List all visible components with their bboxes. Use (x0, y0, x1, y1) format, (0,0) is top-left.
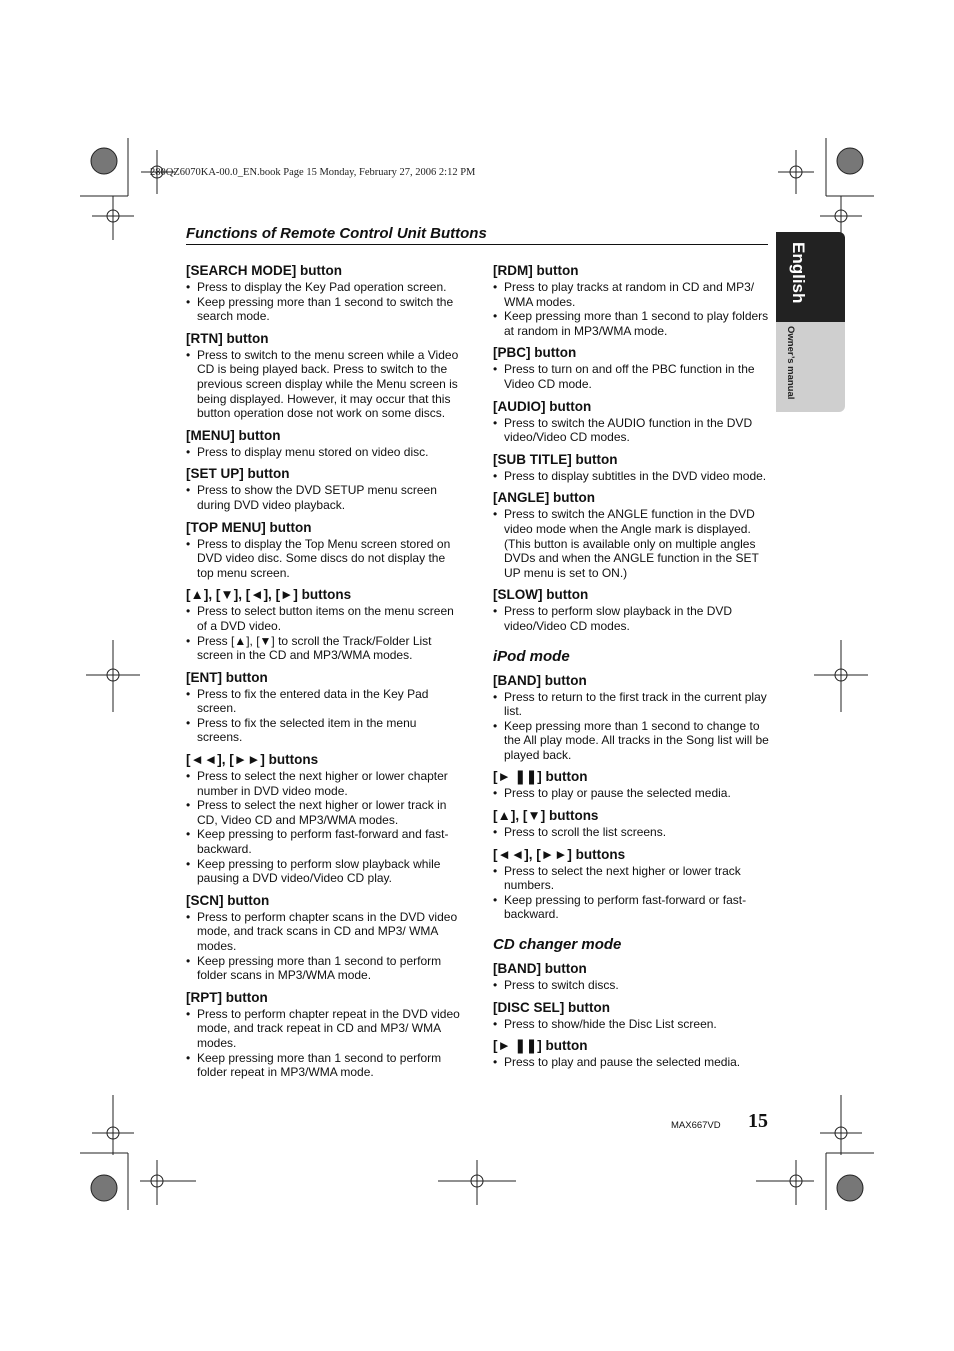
button-title: [MENU] button (186, 427, 281, 443)
bullet-item: • Keep pressing more than 1 second to switch the search mode. (186, 295, 464, 324)
button-description (493, 262, 771, 338)
button-title: [SCN] button (186, 892, 270, 908)
button-title: [SEARCH MODE] button (186, 263, 342, 278)
bullet-list (186, 604, 464, 662)
bullet-item: • Press to switch the AUDIO function in the DVD video/Video CD modes. (493, 416, 771, 445)
bullet-list (186, 280, 464, 324)
bullet-item: • Press to return to the first track in the current play list. (493, 690, 771, 719)
button-description (493, 999, 771, 1032)
bullet-list (186, 910, 464, 983)
bullet-item: • Press to select button items on the menu screen of a DVD video. (186, 604, 464, 633)
button-description (186, 262, 464, 324)
bullet-list (493, 280, 771, 338)
bullet-list (493, 507, 771, 580)
button-description (493, 344, 771, 391)
bullet-list (186, 537, 464, 581)
button-title: [DISC SEL] button (493, 999, 610, 1015)
button-title: [PBC] button (493, 345, 577, 361)
bullet-item: • Press to display the Top Menu screen stored on DVD video disc. Some discs do not display the top menu screen. (186, 537, 464, 581)
button-title: [▲], [▼] buttons (493, 808, 599, 824)
bullet-list (493, 978, 771, 993)
bullet-list (186, 445, 464, 460)
bullet-item: • Press to switch discs. (493, 978, 771, 993)
bullet-item: • Keep pressing more than 1 second to perform folder repeat in MP3/WMA mode. (186, 1051, 464, 1080)
bullet-item: • Press to select the next higher or lower track numbers. (493, 864, 771, 893)
bullet-list (186, 687, 464, 745)
bullet-item: • Keep pressing to perform fast-forward or fast- backward. (493, 893, 771, 922)
tab-language-label: English (789, 242, 808, 304)
bullet-item: • Keep pressing to perform slow playback while pausing a DVD video/Video CD play. (186, 857, 464, 886)
button-description (186, 669, 464, 745)
bullet-item: • Press [▲], [▼] to scroll the Track/Folder List screen in the CD and MP3/WMA modes. (186, 634, 464, 663)
bullet-list (493, 690, 771, 763)
bullet-item: • Press to perform chapter scans in the DVD video mode, and track scans in CD and MP3/ WMA modes. (186, 910, 464, 954)
bullet-list (186, 348, 464, 421)
bullet-list (493, 1055, 771, 1070)
button-description (493, 768, 771, 801)
page-number: 15 (748, 1110, 768, 1132)
tab-manual-label: Owner’s manual (785, 326, 796, 400)
bullet-item: • Press to turn on and off the PBC function in the Video CD mode. (493, 362, 771, 391)
button-title: [SUB TITLE] button (493, 451, 618, 467)
tab-dark-block (776, 232, 845, 322)
bullet-item: • Press to display menu stored on video disc. (186, 445, 464, 460)
bullet-list (493, 1017, 771, 1032)
bullet-list (186, 483, 464, 512)
bullet-item: • Keep pressing more than 1 second to play folders at random in MP3/WMA mode. (493, 309, 771, 338)
button-title: [RDM] button (493, 263, 579, 278)
button-title: [▲], [▼], [◄], [►] buttons (186, 587, 352, 603)
button-description (493, 672, 771, 763)
bullet-list (493, 469, 771, 484)
bullet-item: • Press to select the next higher or lower track in CD, Video CD and MP3/WMA modes. (186, 798, 464, 827)
bullet-list (493, 825, 771, 840)
bullet-item: • Press to display subtitles in the DVD video mode. (493, 469, 771, 484)
button-title: [TOP MENU] button (186, 519, 312, 535)
button-title: [SET UP] button (186, 466, 290, 482)
button-description (493, 489, 771, 580)
bullet-item: • Press to show the DVD SETUP menu screen during DVD video playback. (186, 483, 464, 512)
button-description (493, 451, 771, 484)
bullet-item: • Press to scroll the list screens. (493, 825, 771, 840)
bullet-list (493, 864, 771, 922)
button-title: [BAND] button (493, 961, 587, 977)
bullet-list (493, 786, 771, 801)
button-description (493, 1037, 771, 1070)
bullet-item: • Press to perform slow playback in the DVD video/Video CD modes. (493, 604, 771, 633)
bullet-list (493, 604, 771, 633)
section-title: Functions of Remote Control Unit Buttons (186, 225, 768, 245)
bullet-list (186, 769, 464, 886)
button-description (186, 427, 464, 460)
button-title: [BAND] button (493, 672, 587, 688)
bullet-item: • Keep pressing more than 1 second to perform folder scans in MP3/WMA mode. (186, 954, 464, 983)
button-description (493, 807, 771, 840)
bullet-item: • Press to switch to the menu screen while a Video CD is being played back. Press to switch to the previous screen display while the Menu screen is being displayed. However, it may occur that this button operation dose not work on some discs. (186, 348, 464, 421)
button-title: [ANGLE] button (493, 490, 595, 506)
button-title: [◄◄], [►►] buttons (186, 752, 319, 768)
button-title: [► ❚❚] button (493, 1038, 588, 1054)
bullet-item: • Press to play tracks at random in CD and MP3/ WMA modes. (493, 280, 771, 309)
bullet-list (186, 1007, 464, 1080)
bullet-item: • Keep pressing to perform fast-forward and fast-backward. (186, 827, 464, 856)
right-column (493, 262, 771, 1076)
model-number: MAX667VD (671, 1120, 721, 1131)
button-title: [◄◄], [►►] buttons (493, 846, 626, 862)
bullet-item: • Press to select the next higher or lower chapter number in DVD video mode. (186, 769, 464, 798)
bullet-item: • Press to show/hide the Disc List screen. (493, 1017, 771, 1032)
cd-changer-mode-title: CD changer mode (493, 936, 622, 954)
button-description (186, 892, 464, 983)
button-description (493, 960, 771, 993)
button-description (186, 465, 464, 512)
button-title: [ENT] button (186, 669, 268, 685)
button-description (186, 751, 464, 886)
button-title: [AUDIO] button (493, 398, 592, 414)
bullet-item: • Press to perform chapter repeat in the DVD video mode, and track repeat in CD and MP3/ WMA modes. (186, 1007, 464, 1051)
button-description (186, 519, 464, 581)
button-description (186, 989, 464, 1080)
button-title: [► ❚❚] button (493, 769, 588, 785)
bullet-item: • Press to display the Key Pad operation screen. (186, 280, 464, 295)
language-side-tab (776, 232, 845, 412)
bullet-item: • Press to fix the selected item in the menu screens. (186, 716, 464, 745)
bullet-item: • Keep pressing more than 1 second to change to the All play mode. All tracks in the Song list will be played back. (493, 719, 771, 763)
ipod-mode-title: iPod mode (493, 647, 570, 665)
button-title: [RTN] button (186, 330, 269, 346)
button-description (493, 398, 771, 445)
button-title: [SLOW] button (493, 587, 589, 603)
button-description (186, 586, 464, 662)
bullet-item: • Press to fix the entered data in the Key Pad screen. (186, 687, 464, 716)
button-title: [RPT] button (186, 989, 268, 1005)
bullet-item: • Press to play or pause the selected media. (493, 786, 771, 801)
print-header: 280QZ6070KA-00.0_EN.book Page 15 Monday, February 27, 2006 2:12 PM (150, 167, 476, 178)
button-description (493, 586, 771, 633)
bullet-list (493, 362, 771, 391)
bullet-list (493, 416, 771, 445)
button-description (186, 330, 464, 421)
button-description (493, 846, 771, 922)
bullet-item: • Press to play and pause the selected media. (493, 1055, 771, 1070)
left-column (186, 262, 464, 1086)
bullet-item: • Press to switch the ANGLE function in the DVD video mode when the Angle mark is displayed. (This button is available only on multiple angles DVDs and when the ANGLE function in the SET UP menu is set to ON.) (493, 507, 771, 580)
